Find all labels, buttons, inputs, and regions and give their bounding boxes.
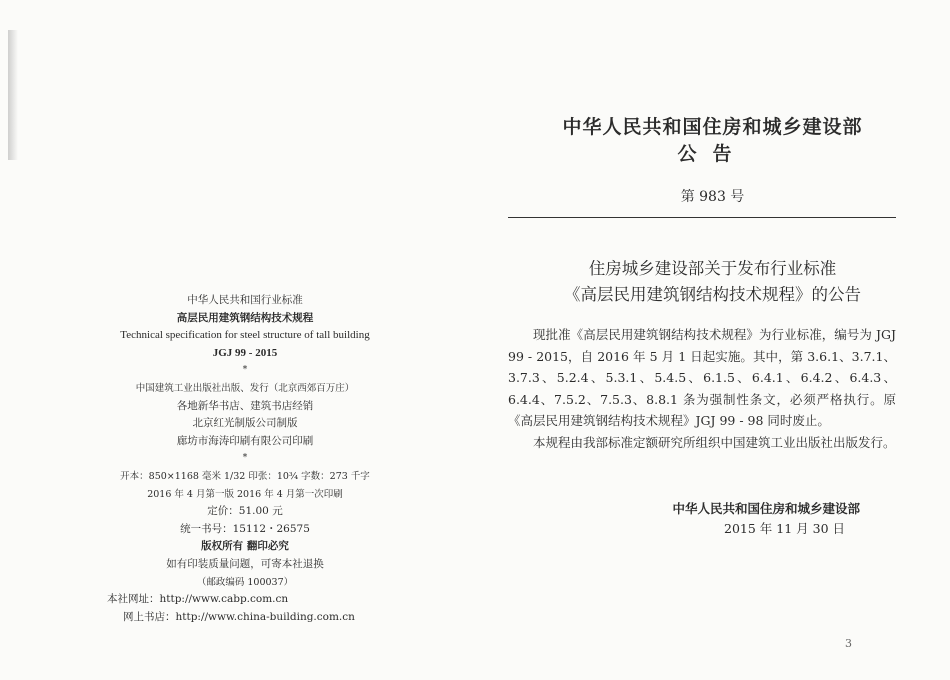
announcement-number: 第 983 号 (680, 189, 745, 205)
printer-line: 廊坊市海涛印刷有限公司印刷 (176, 434, 314, 447)
website-line: 本社网址：http://www.cabp.com.cn (107, 593, 289, 606)
signer: 中华人民共和国住房和城乡建设部 (672, 501, 860, 516)
title-line-2: 《高层民用建筑钢结构技术规程》的公告 (564, 285, 861, 304)
copyright-line: 版权所有 翻印必究 (201, 540, 289, 553)
title-line-1: 住房城乡建设部关于发布行业标准 (588, 259, 837, 278)
book-number-line: 统一书号：15112・26575 (180, 522, 310, 535)
postcode-line: （邮政编码 100037） (196, 576, 294, 588)
separator-star-2: * (242, 453, 248, 464)
colophon-block (60, 292, 430, 626)
left-page-colophon (60, 0, 430, 680)
page-number: 3 (845, 637, 852, 650)
announcement-title (475, 256, 950, 308)
online-store-line: 网上书店：http://www.china-building.com.cn (123, 610, 355, 623)
announcement-body (508, 324, 896, 453)
format-line: 开本：850×1168 毫米 1/32 印张：10¾ 字数：273 千字 (120, 470, 370, 482)
separator-star: * (242, 365, 248, 376)
signing-date: 2015 年 11 月 30 日 (724, 521, 845, 536)
return-policy-line: 如有印装质量问题，可寄本社退换 (166, 557, 324, 570)
edition-line: 2016 年 4 月第一版 2016 年 4 月第一次印刷 (147, 488, 343, 500)
publisher-line: 中国建筑工业出版社出版、发行（北京西郊百万庄） (135, 382, 355, 394)
standard-code: JGJ 99 - 2015 (212, 346, 278, 359)
header-rule (508, 217, 896, 218)
book-title-en: Technical specification for steel structure of tall building (120, 329, 370, 342)
body-paragraph-1: 现批准《高层民用建筑钢结构技术规程》为行业标准，编号为 JGJ 99 - 2015，自 2016 年 5 月 1 日起实施。其中，第 3.6.1、3.7.1、3.7.3、5.2.4、5.3.1、5.4.5、6.1.5、6.4.1、6.4.2、6.4.3、6.4.4、7.5.2、7.5.3、8.8.1 条为强制性条文，必须严格执行。原《高层民用建筑钢结构技术规程》JGJ 99 - 98 同时废止。 (508, 327, 896, 428)
body-paragraph-2: 本规程由我部标准定额研究所组织中国建筑工业出版社出版发行。 (533, 434, 896, 450)
standard-category: 中华人民共和国行业标准 (187, 294, 303, 306)
distributor-line: 各地新华书店、建筑书店经销 (176, 399, 314, 412)
ministry-heading: 中华人民共和国住房和城乡建设部 (562, 116, 863, 138)
price-line: 定价：51.00 元 (207, 505, 283, 518)
right-page-announcement (475, 0, 950, 680)
book-title-cn: 高层民用建筑钢结构技术规程 (176, 311, 314, 324)
spine-shadow (8, 30, 18, 160)
notice-heading: 公告 (677, 143, 748, 165)
plate-maker-line: 北京红光制版公司制版 (192, 417, 298, 430)
